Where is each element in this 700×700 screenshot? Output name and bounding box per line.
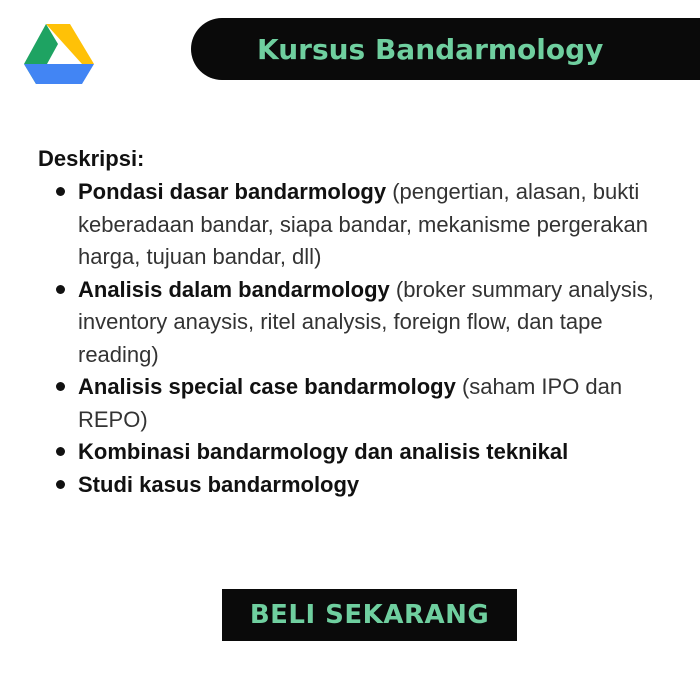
list-item [38,436,658,469]
list-item [38,176,658,274]
item-note: (pengertian, alasan, bukti keberadaan bandar, siapa bandar, mekanisme pergerakan harga, tujuan bandar, dll) [78,179,648,269]
bullet-icon [56,447,65,456]
list-item [38,274,658,372]
item-note: (broker summary analysis, inventory anaysis, ritel analysis, foreign flow, dan tape reading) [78,276,654,367]
list-item [38,371,658,436]
buy-now-button[interactable] [222,589,517,641]
page-title: Kursus Bandarmology [257,32,604,66]
description-list [38,176,658,501]
item-title: Kombinasi bandarmology dan analisis teknikal [78,439,569,464]
google-drive-icon [24,24,94,86]
bullet-icon [56,285,65,294]
item-note: (saham IPO dan REPO) [78,374,623,432]
buy-now-label: BELI SEKARANG [249,600,490,630]
list-item [38,469,658,502]
bullet-icon [56,382,65,391]
item-title: Studi kasus bandarmology [78,471,360,497]
description-heading: Deskripsi: [38,146,145,171]
description-section [38,144,658,501]
bullet-icon [56,187,65,196]
bullet-icon [56,480,65,489]
title-banner [191,18,700,80]
item-title: Analisis dalam bandarmology [78,276,390,302]
item-title: Pondasi dasar bandarmology [78,179,387,204]
item-title: Analisis special case bandarmology [78,374,456,399]
